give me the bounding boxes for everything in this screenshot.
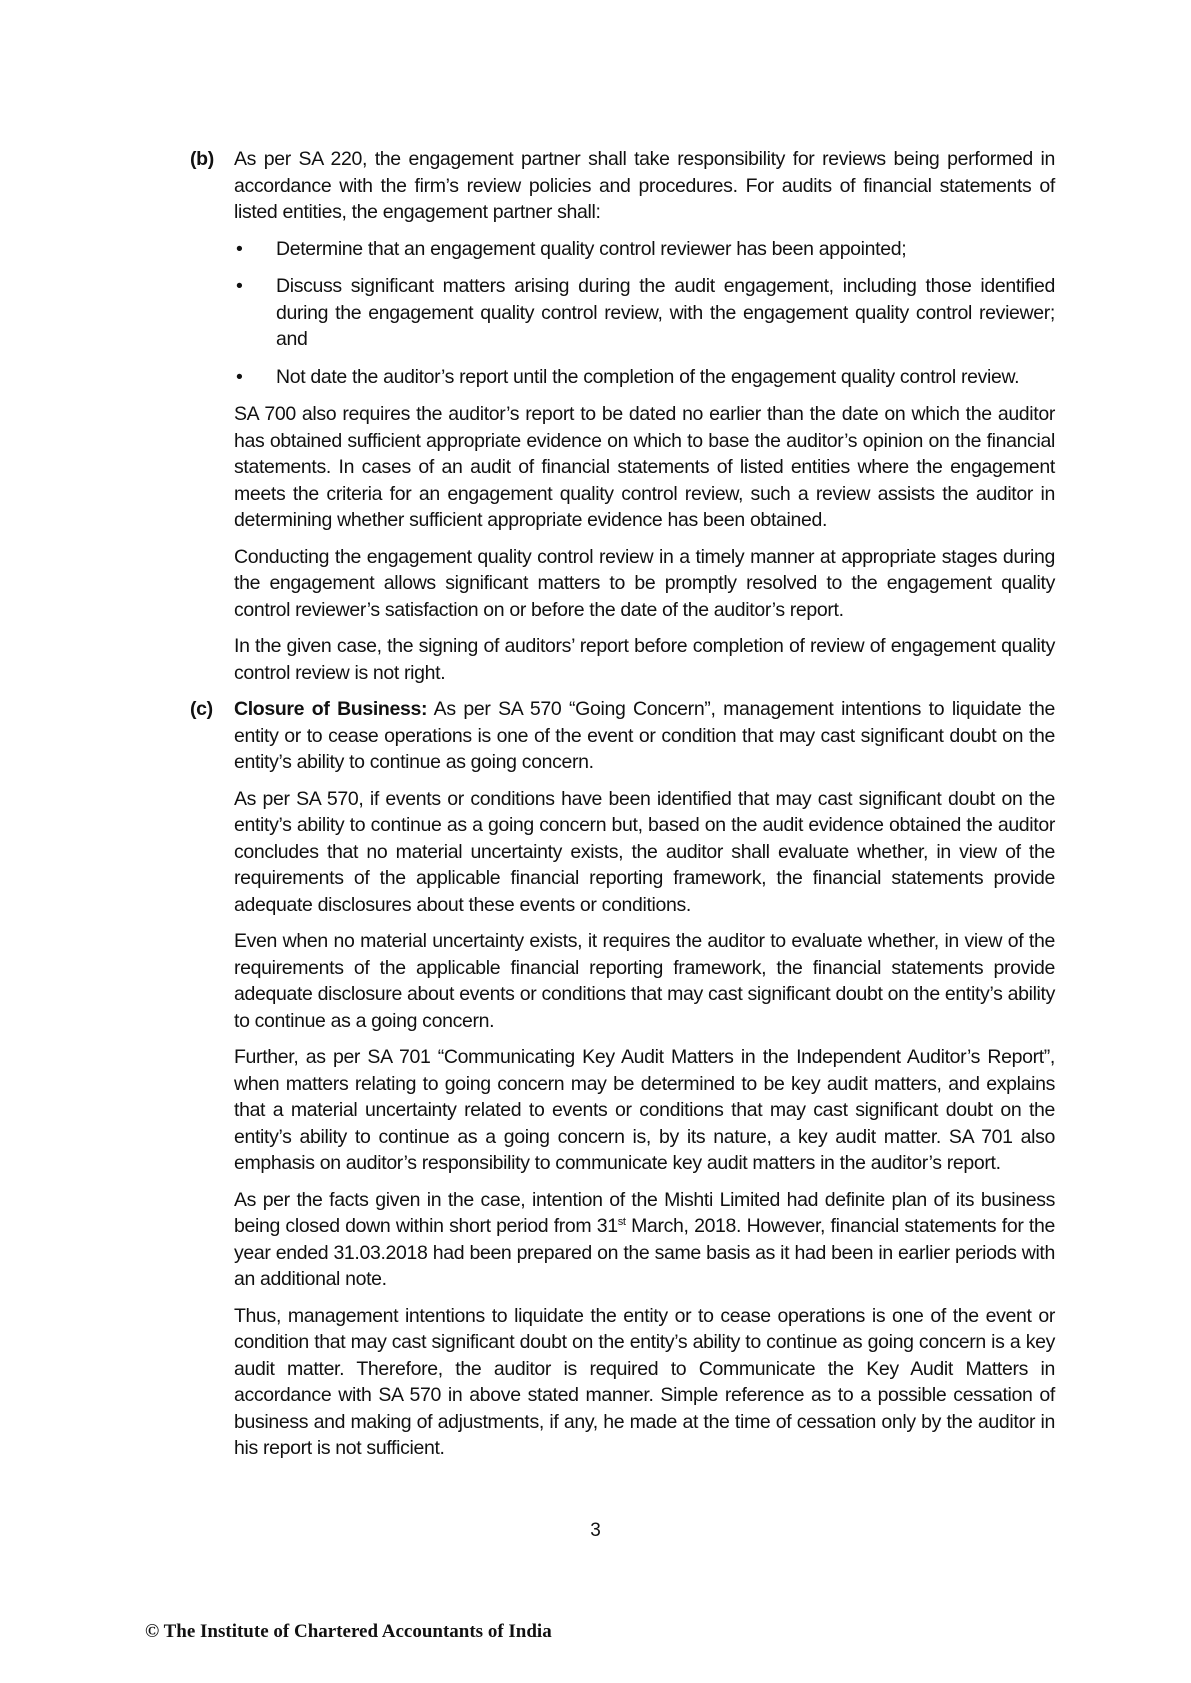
section-c-label: (c): [190, 698, 213, 720]
conclusion-paragraph: Thus, management intentions to liquidate the entity or to cease operations is one of the event or condition that may cast significant doubt on the entity’s ability to continue as going concern is a key audit matter. Therefore, the auditor is required to Communicate the Key Audit Matters in accordance with SA 570 in above stated manner. Simple reference as to a possible cessation of business and making of adjustments, if any, he made at the time of cessation only by the auditor in his report is not sufficient.: [234, 1304, 1055, 1459]
paragraph: Conducting the engagement quality control review in a timely manner at appropriate stages during the engagement allows significant matters to be promptly resolved to the engagement quality control reviewer’s satisfaction on or before the date of the auditor’s report.: [234, 545, 1055, 621]
list-item: [234, 236, 1055, 263]
bullet-icon: •: [236, 237, 243, 260]
bullet-icon: •: [236, 365, 243, 388]
footer-copyright: © The Institute of Chartered Accountants of India: [145, 1621, 552, 1642]
section-c-intro-text: As per SA 570 “Going Concern”, management intentions to liquidate the entity or to cease operations is one of the event or condition that may cast significant doubt on the entity’s ability to continue as going concern.: [234, 698, 1055, 773]
list-item: [234, 364, 1055, 391]
paragraph: Further, as per SA 701 “Communicating Key Audit Matters in the Independent Auditor’s Report”, when matters relating to going concern may be determined to be key audit matters, and explains that a material uncertainty related to events or conditions that may cast significant doubt on the entity’s ability to continue as a going concern is, by its nature, a key audit matter. SA 701 also emphasis on auditor’s responsibility to communicate key audit matters in the auditor’s report.: [234, 1046, 1055, 1174]
facts-text-before: As per the facts given in the case, intention of the Mishti Limited had definite plan of its business being closed down within short period from 31: [234, 1188, 1055, 1237]
paragraph: Even when no material uncertainty exists, it requires the auditor to evaluate whether, in view of the requirements of the applicable financial reporting framework, the financial statements provide adequate disclosure about events or conditions that may cast significant doubt on the entity’s ability to continue as a going concern.: [234, 930, 1055, 1032]
facts-paragraph: [234, 1187, 1055, 1293]
facts-text-after: March, 2018. However, financial statements for the year ended 31.03.2018 had been prepared on the same basis as it had been in earlier periods with an additional note.: [234, 1215, 1055, 1290]
page-number: 3: [590, 1520, 601, 1541]
list-item-text: Discuss significant matters arising during the audit engagement, including those identified during the engagement quality control review, with the engagement quality control reviewer; and: [276, 275, 1055, 350]
paragraph: As per SA 570, if events or conditions have been identified that may cast significant doubt on the entity’s ability to continue as a going concern but, based on the audit evidence obtained the auditor concludes that no material uncertainty exists, the auditor shall evaluate whether, in view of the requirements of the applicable financial reporting framework, the financial statements provide adequate disclosures about these events or conditions.: [234, 787, 1055, 916]
section-c-intro: [234, 696, 1055, 776]
list-item-text: Determine that an engagement quality control reviewer has been appointed;: [276, 237, 907, 260]
section-c: [190, 696, 1055, 1462]
section-b-bullet-list: [234, 236, 1055, 391]
section-c-heading: Closure of Business:: [234, 698, 428, 720]
section-b: [190, 146, 1055, 686]
list-item-text: Not date the auditor’s report until the completion of the engagement quality control review.: [276, 365, 1020, 388]
section-b-intro: As per SA 220, the engagement partner shall take responsibility for reviews being performed in accordance with the firm’s review policies and procedures. For audits of financial statements of listed entities, the engagement partner shall:: [234, 148, 1055, 223]
section-b-label: (b): [190, 148, 214, 170]
list-item: [234, 273, 1055, 353]
page-content: [190, 146, 1055, 1472]
ordinal-suffix: st: [617, 1216, 626, 1228]
paragraph: SA 700 also requires the auditor’s report to be dated no earlier than the date on which the auditor has obtained sufficient appropriate evidence on which to base the auditor’s opinion on the financial statements. In cases of an audit of financial statements of listed entities where the engagement meets the criteria for an engagement quality control review, such a review assists the auditor in determining whether sufficient appropriate evidence has been obtained.: [234, 403, 1055, 531]
paragraph: In the given case, the signing of auditors’ report before completion of review of engagement quality control review is not right.: [234, 635, 1055, 684]
bullet-icon: •: [236, 275, 243, 297]
